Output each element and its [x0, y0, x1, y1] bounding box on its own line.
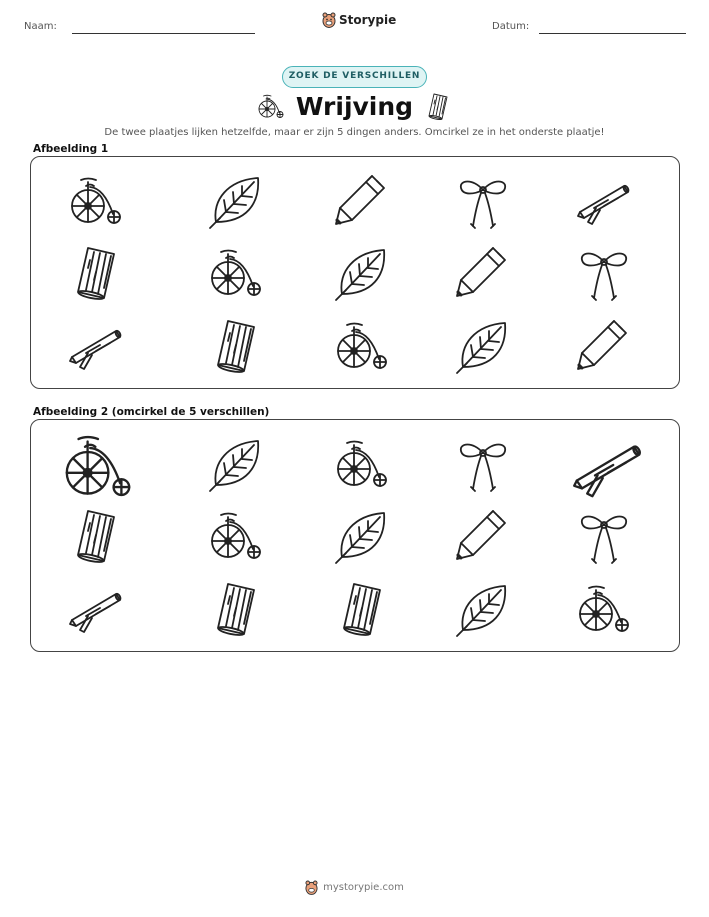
stick-icon[interactable] [66, 578, 126, 638]
bicycle-icon[interactable] [206, 505, 266, 565]
activity-badge: ZOEK DE VERSCHILLEN [282, 66, 427, 88]
storypie-mascot-icon [305, 880, 318, 895]
bow-icon[interactable] [453, 433, 513, 493]
pencil-icon [453, 242, 513, 302]
title-row [0, 91, 709, 121]
name-line[interactable] [72, 33, 255, 34]
pencil-icon [332, 170, 392, 230]
bicycle-icon [206, 242, 266, 302]
bicycle-icon[interactable] [332, 433, 392, 493]
page-title: Wrijving [295, 91, 414, 121]
bow-icon [574, 242, 634, 302]
picture-2-panel[interactable] [30, 419, 680, 652]
stick-icon[interactable] [569, 426, 647, 504]
bark-icon[interactable] [66, 505, 126, 565]
bicycle-icon [66, 170, 126, 230]
stick-icon [66, 315, 126, 375]
leaf-icon[interactable] [453, 578, 513, 638]
picture-2-label: Afbeelding 2 (omcirkel de 5 verschillen) [33, 406, 270, 418]
bark-icon[interactable] [206, 578, 266, 638]
picture-1-panel [30, 156, 680, 389]
bark-icon [423, 91, 453, 121]
footer [0, 880, 709, 895]
name-label: Naam: [24, 21, 57, 32]
storypie-logo [322, 12, 396, 28]
footer-url: mystorypie.com [323, 882, 404, 893]
storypie-mascot-icon [322, 12, 336, 28]
bow-icon [453, 170, 513, 230]
date-label: Datum: [492, 21, 530, 32]
instructions: De twee plaatjes lijken hetzelfde, maar er zijn 5 dingen anders. Omcirkel ze in het onderste plaatje! [104, 127, 605, 138]
leaf-icon[interactable] [332, 505, 392, 565]
bicycle-icon[interactable] [59, 426, 137, 504]
pencil-icon [574, 315, 634, 375]
brand-name: Storypie [339, 13, 397, 27]
bicycle-icon[interactable] [574, 578, 634, 638]
picture-1-label: Afbeelding 1 [33, 143, 109, 155]
leaf-icon [332, 242, 392, 302]
stick-icon [574, 170, 634, 230]
bark-icon[interactable] [332, 578, 392, 638]
bicycle-icon [256, 91, 286, 121]
leaf-icon [206, 170, 266, 230]
leaf-icon[interactable] [206, 433, 266, 493]
bow-icon[interactable] [574, 505, 634, 565]
date-line[interactable] [539, 33, 686, 34]
leaf-icon [453, 315, 513, 375]
bicycle-icon [332, 315, 392, 375]
pencil-icon[interactable] [453, 505, 513, 565]
bark-icon [206, 315, 266, 375]
bark-icon [66, 242, 126, 302]
